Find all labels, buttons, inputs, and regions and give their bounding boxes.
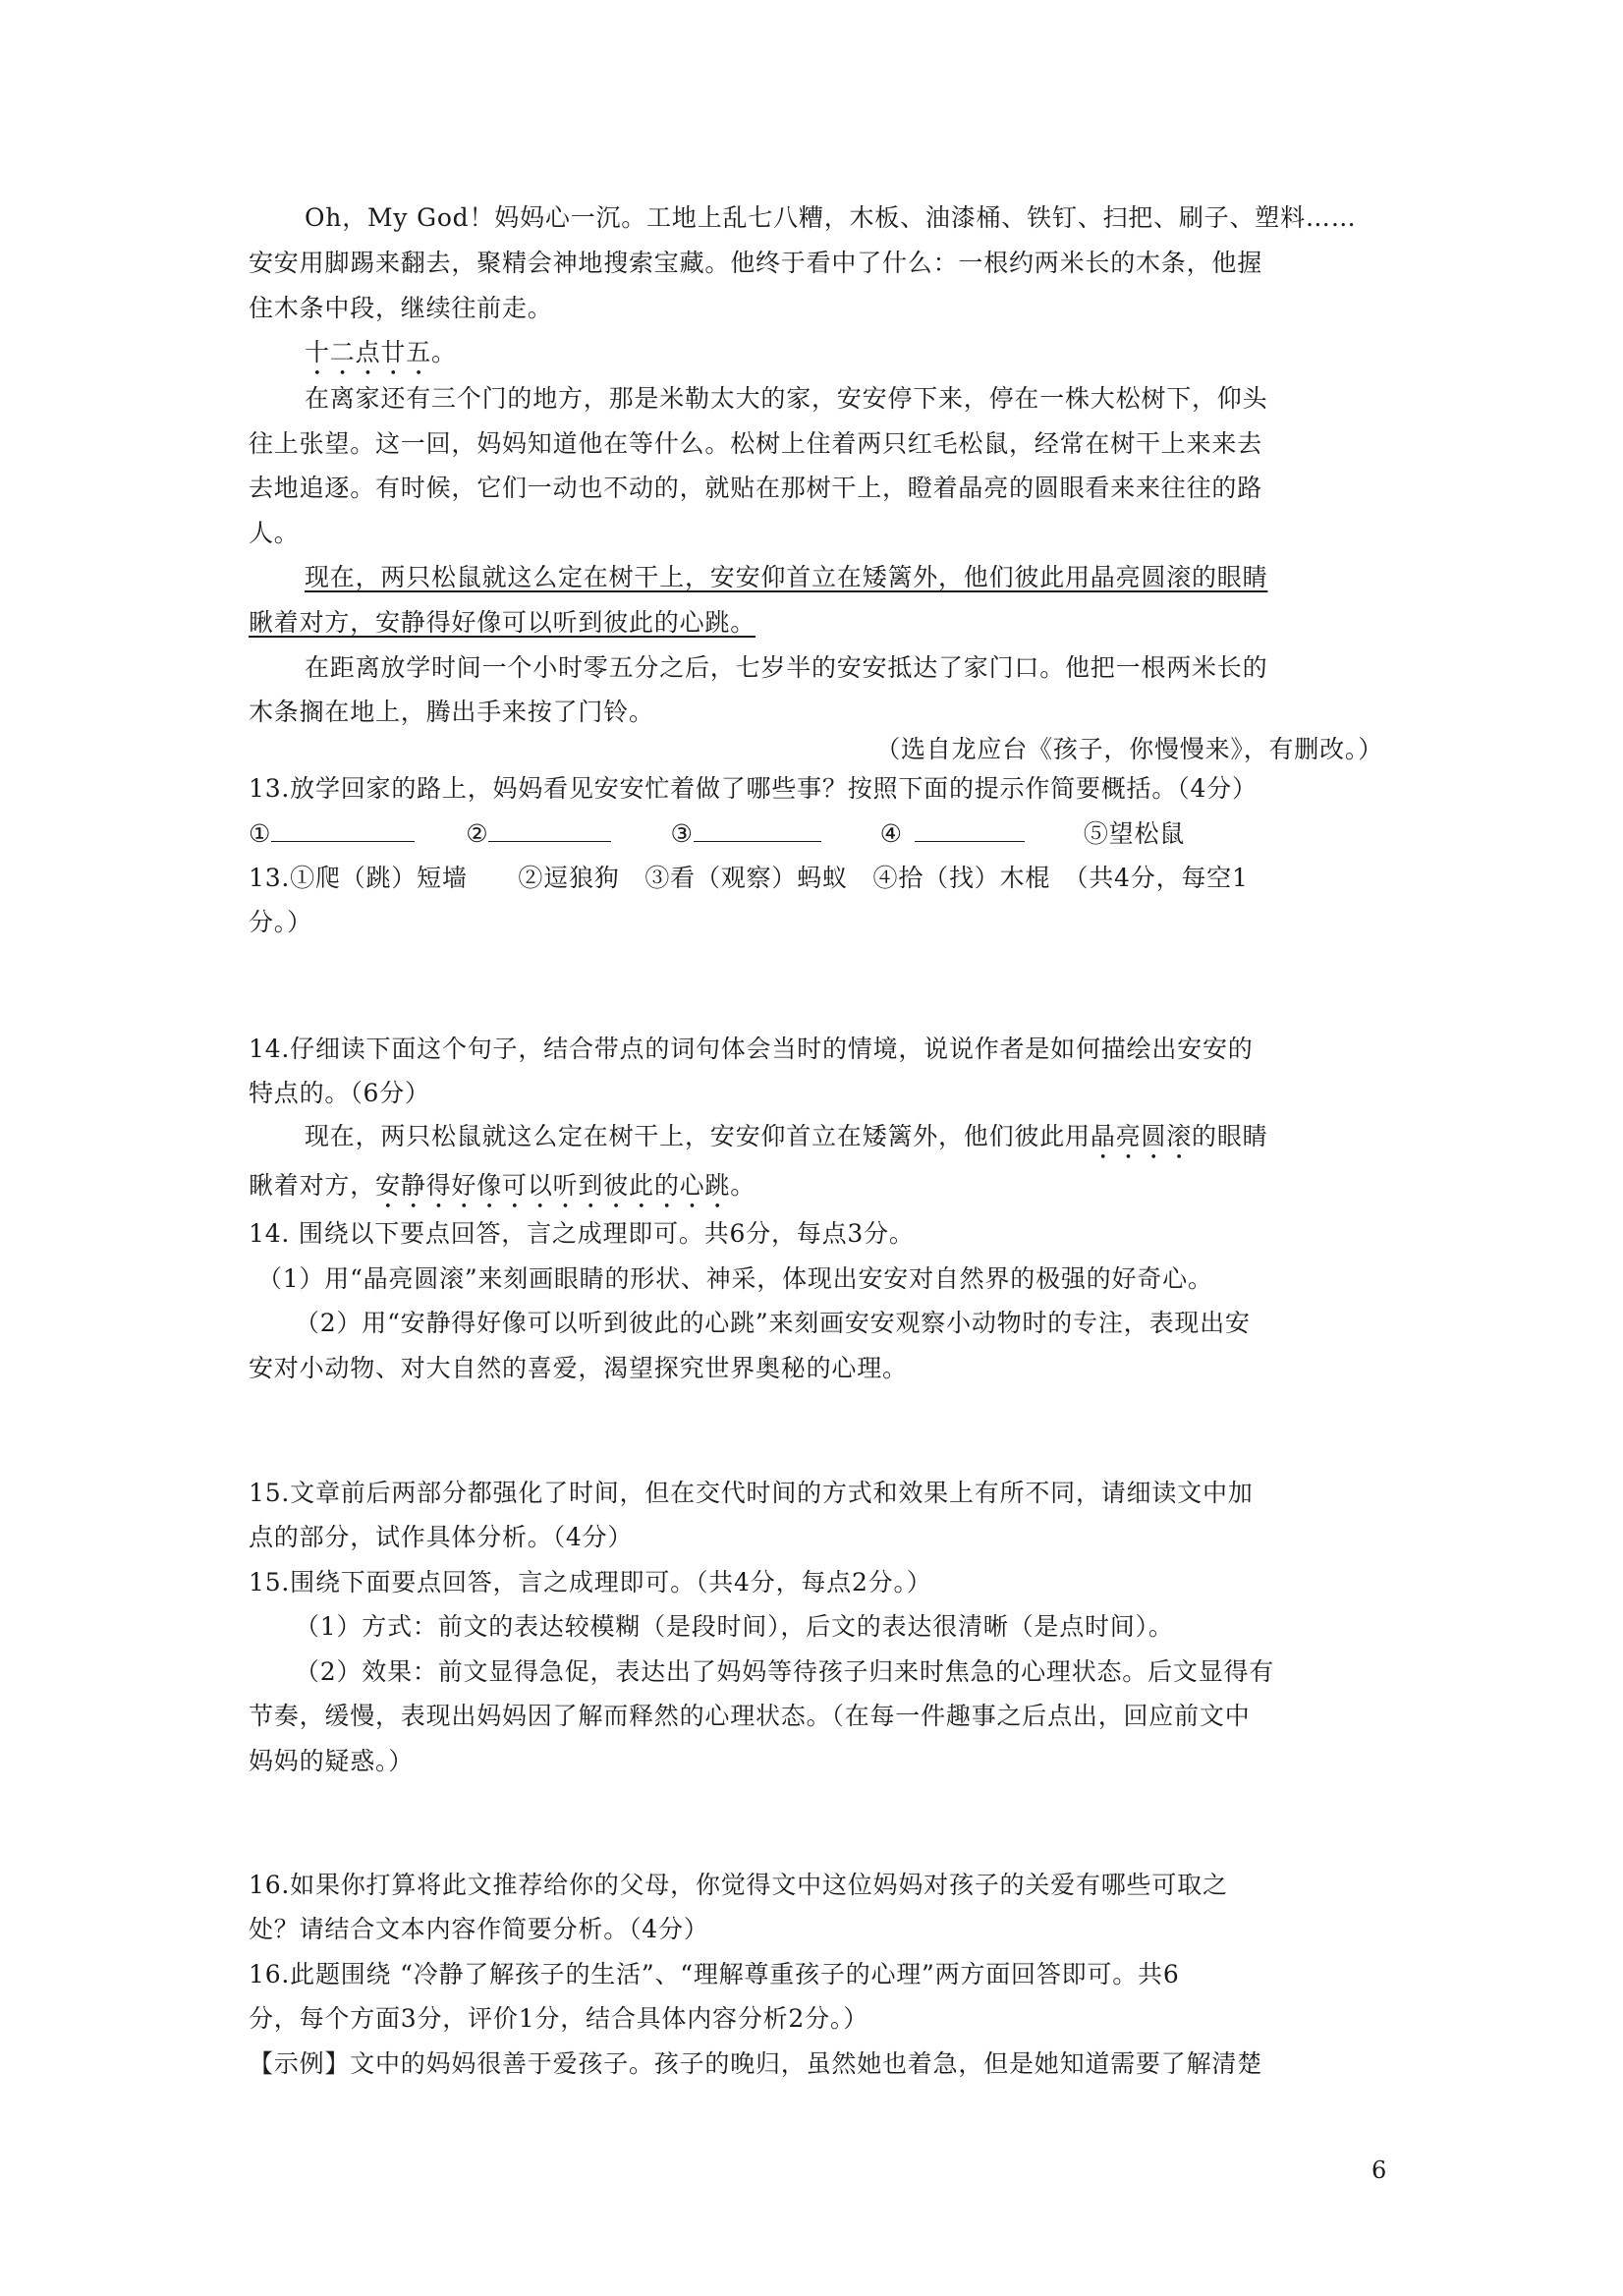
- answer-16-example: 【示例】文中的妈妈很善于爱孩子。孩子的晚归，虽然她也着急，但是她知道需要了解清楚: [249, 2049, 1263, 2078]
- question-16: 处？请结合文本内容作简要分析。（4分）: [249, 1915, 709, 1943]
- question-15: 15.文章前后两部分都强化了时间，但在交代时间的方式和效果上有所不同，请细读文中加: [249, 1479, 1254, 1507]
- source-citation: （选自龙应台《孩子，你慢慢来》，有删改。）: [875, 735, 1383, 763]
- quoted-sentence: [249, 1170, 1390, 1214]
- story-line: Oh，My God！妈妈心一沉。工地上乱七八糟，木板、油漆桶、铁钉、扫把、刷子、塑料……: [305, 203, 1357, 232]
- underlined-sentence-end: 瞅着对方，安静得好像可以听到彼此的心跳。: [249, 608, 756, 637]
- page-number: 6: [1371, 2156, 1387, 2184]
- question-13-blanks: [249, 817, 1390, 850]
- answer-15: （1）方式：前文的表达较模糊（是段时间），后文的表达很清晰（是点时间）。: [295, 1612, 1174, 1641]
- dotted-phrase: 晶亮圆滚: [1090, 1122, 1193, 1150]
- underlined-sentence: [249, 607, 1390, 639]
- quoted-text: 瞅着对方，: [249, 1171, 376, 1200]
- story-line: 安安用脚踢来翻去，聚精会神地搜索宝藏。他终于看中了什么：一根约两米长的木条，他握: [249, 249, 1263, 277]
- answer-blank-3: [694, 817, 821, 842]
- answer-blank-2: [488, 817, 611, 842]
- answer-16: 16.此题围绕 “冷静了解孩子的生活”、“理解尊重孩子的心理”两方面回答即可。共6: [249, 1960, 1180, 1988]
- quoted-text: 。: [730, 1171, 756, 1200]
- question-14: 14.仔细读下面这个句子，结合带点的词句体会当时的情境，说说作者是如何描绘出安安的: [249, 1035, 1254, 1063]
- story-time-marker: 十二点廿五。: [305, 338, 457, 366]
- story-line: 木条搁在地上，腾出手来按了门铃。: [249, 698, 654, 726]
- answer-14: 14. 围绕以下要点回答，言之成理即可。共6分，每点3分。: [249, 1219, 915, 1248]
- answer-16: 分，每个方面3分，评价1分，结合具体内容分析2分。）: [249, 2004, 869, 2033]
- answer-15: 妈妈的疑惑。）: [249, 1747, 415, 1775]
- answer-blank-1: [271, 817, 415, 842]
- quoted-text: 的眼睛: [1192, 1122, 1268, 1150]
- underlined-sentence: 现在，两只松鼠就这么定在树干上，安安仰首立在矮篱外，他们彼此用晶亮圆滚的眼睛: [305, 563, 1268, 591]
- blank-3-label: ③: [670, 819, 694, 848]
- answer-15: 节奏，缓慢，表现出妈妈因了解而释然的心理状态。（在每一件趣事之后点出，回应前文中: [249, 1702, 1251, 1730]
- answer-14: 安对小动物、对大自然的喜爱，渴望探究世界奥秘的心理。: [249, 1354, 908, 1382]
- quoted-sentence: [305, 1121, 1390, 1165]
- blank-4-label: ④: [879, 819, 903, 848]
- dotted-phrase: 安静得好像可以听到彼此的心跳: [375, 1171, 731, 1200]
- answer-15: 15.围绕下面要点回答，言之成理即可。（共4分，每点2分。）: [249, 1568, 932, 1596]
- answer-14: （2）用“安静得好像可以听到彼此的心跳”来刻画安安观察小动物时的专注，表现出安: [295, 1309, 1251, 1337]
- answer-13: 分。）: [249, 908, 312, 936]
- question-14: 特点的。（6分）: [249, 1079, 430, 1107]
- question-13: 13.放学回家的路上，妈妈看见安安忙着做了哪些事？按照下面的提示作简要概括。（4分）: [249, 774, 1258, 803]
- story-line: 人。: [249, 519, 300, 547]
- question-15: 点的部分，试作具体分析。（4分）: [249, 1523, 634, 1551]
- blank-2-label: ②: [466, 819, 489, 848]
- story-line: 往上张望。这一回，妈妈知道他在等什么。松树上住着两只红毛松鼠，经常在树干上来来去: [249, 429, 1263, 458]
- question-16: 16.如果你打算将此文推荐给你的父母，你觉得文中这位妈妈对孩子的关爱有哪些可取之: [249, 1871, 1228, 1899]
- blank-5-label: ⑤望松鼠: [1083, 819, 1186, 848]
- answer-14: （1）用“晶亮圆滚”来刻画眼睛的形状、神采，体现出安安对自然界的极强的好奇心。: [257, 1264, 1213, 1293]
- blank-1-label: ①: [249, 819, 272, 848]
- story-line: 住木条中段，继续往前走。: [249, 294, 553, 322]
- story-line: 在距离放学时间一个小时零五分之后，七岁半的安安抵达了家门口。他把一根两米长的: [305, 653, 1268, 682]
- story-line: 去地追逐。有时候，它们一动也不动的，就贴在那树干上，瞪着晶亮的圆眼看来来往往的路: [249, 474, 1263, 502]
- answer-13: 13.①爬（跳）短墙 ②逗狼狗 ③看（观察）蚂蚁 ④拾（找）木棍 （共4分，每空1: [249, 864, 1249, 892]
- story-line: 在离家还有三个门的地方，那是米勒太大的家，安安停下来，停在一株大松树下，仰头: [305, 384, 1268, 413]
- answer-blank-4: [915, 817, 1025, 842]
- quoted-text: 现在，两只松鼠就这么定在树干上，安安仰首立在矮篱外，他们彼此用: [305, 1122, 1091, 1150]
- answer-15: （2）效果：前文显得急促，表达出了妈妈等待孩子归来时焦急的心理状态。后文显得有: [295, 1657, 1275, 1686]
